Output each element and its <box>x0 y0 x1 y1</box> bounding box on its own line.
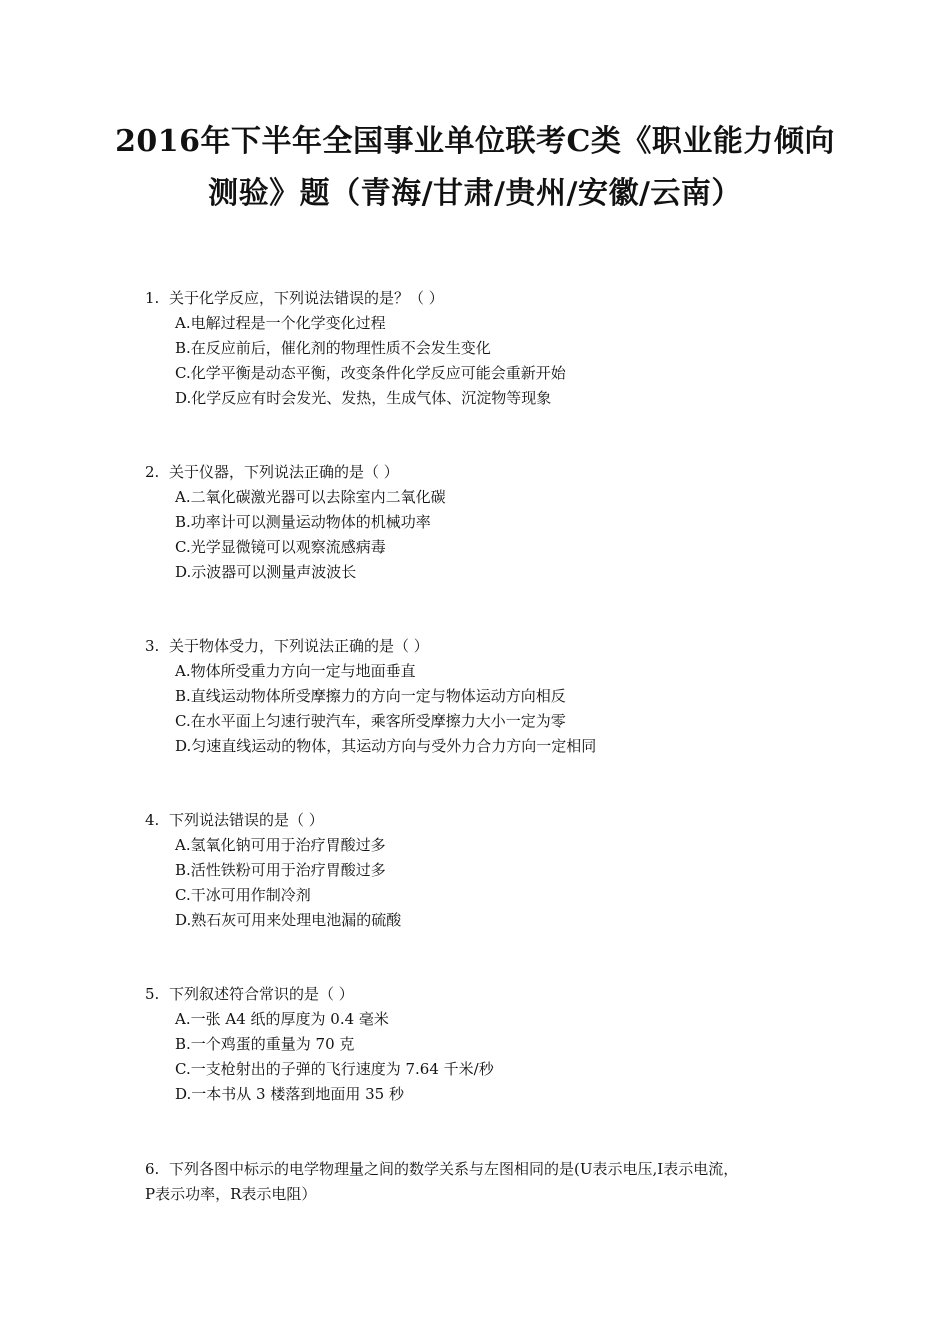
option-b: B.活性铁粉可用于治疗胃酸过多 <box>175 861 386 879</box>
question-number: 5. <box>145 985 160 1003</box>
question-2 <box>145 460 825 585</box>
option-c: C.在水平面上匀速行驶汽车，乘客所受摩擦力大小一定为零 <box>175 712 566 730</box>
option-list <box>175 311 825 411</box>
option-a: A.物体所受重力方向一定与地面垂直 <box>175 662 416 680</box>
question-text-line-1: 下列各图中标示的电学物理量之间的数学关系与左图相同的是(U表示电压,I表示电流， <box>169 1160 739 1178</box>
question-stem <box>145 1157 825 1182</box>
option-a: A.氢氧化钠可用于治疗胃酸过多 <box>175 836 386 854</box>
option-d: D.匀速直线运动的物体，其运动方向与受外力合力方向一定相同 <box>175 737 597 755</box>
option-a: A.二氧化碳激光器可以去除室内二氧化碳 <box>175 488 446 506</box>
question-text-line-2: P表示功率，R表示电阻） <box>145 1185 317 1203</box>
option-d: D.熟石灰可用来处理电池漏的硫酸 <box>175 911 402 929</box>
question-number: 3. <box>145 637 160 655</box>
option-a: A.一张 A4 纸的厚度为 0.4 毫米 <box>175 1010 389 1028</box>
question-text: 下列叙述符合常识的是（ ） <box>169 985 354 1003</box>
option-list <box>175 659 825 759</box>
question-4 <box>145 808 825 933</box>
option-a: A.电解过程是一个化学变化过程 <box>175 314 386 332</box>
question-text: 下列说法错误的是（ ） <box>169 811 324 829</box>
question-number: 1. <box>145 289 160 307</box>
question-text: 关于仪器，下列说法正确的是（ ） <box>169 463 399 481</box>
option-b: B.直线运动物体所受摩擦力的方向一定与物体运动方向相反 <box>175 687 566 705</box>
question-stem <box>145 808 825 833</box>
option-c: C.化学平衡是动态平衡，改变条件化学反应可能会重新开始 <box>175 364 566 382</box>
question-5 <box>145 982 825 1107</box>
page-title-line-2: 测验》题（青海/甘肃/贵州/安徽/云南） <box>208 176 742 211</box>
option-c: C.光学显微镜可以观察流感病毒 <box>175 538 386 556</box>
question-number: 6. <box>145 1160 160 1178</box>
option-list <box>175 833 825 933</box>
question-1 <box>145 286 825 411</box>
option-list <box>175 1007 825 1107</box>
question-6 <box>145 1157 825 1207</box>
page-title-line-1: 2016年下半年全国事业单位联考C类《职业能力倾向 <box>115 124 835 159</box>
option-d: D.示波器可以测量声波波长 <box>175 563 357 581</box>
question-stem <box>145 982 825 1007</box>
option-b: B.功率计可以测量运动物体的机械功率 <box>175 513 431 531</box>
option-d: D.一本书从 3 楼落到地面用 35 秒 <box>175 1085 404 1103</box>
option-d: D.化学反应有时会发光、发热，生成气体、沉淀物等现象 <box>175 389 552 407</box>
question-number: 2. <box>145 463 160 481</box>
question-number: 4. <box>145 811 160 829</box>
question-text: 关于物体受力，下列说法正确的是（ ） <box>169 637 429 655</box>
option-c: C.一支枪射出的子弹的飞行速度为 7.64 千米/秒 <box>175 1060 494 1078</box>
question-text: 关于化学反应，下列说法错误的是？（ ） <box>169 289 444 307</box>
option-list <box>175 485 825 585</box>
question-3 <box>145 634 825 759</box>
option-c: C.干冰可用作制冷剂 <box>175 886 311 904</box>
question-stem <box>145 634 825 659</box>
option-b: B.在反应前后，催化剂的物理性质不会发生变化 <box>175 339 491 357</box>
question-stem <box>145 286 825 311</box>
question-stem <box>145 460 825 485</box>
option-b: B.一个鸡蛋的重量为 70 克 <box>175 1035 355 1053</box>
